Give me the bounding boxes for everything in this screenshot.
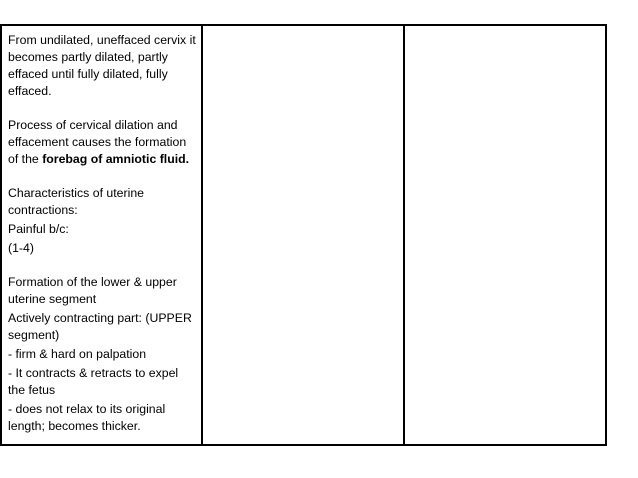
paragraph-firm-hard: - firm & hard on palpation [8,347,147,361]
paragraph-cervix-dilation: From undilated, uneffaced cervix it becomes partly dilated, partly effaced until fully dilated, fully effaced. [8,33,196,98]
paragraph-does-not-relax: - does not relax to its original length; becomes thicker. [8,402,166,433]
paragraph-forebag-formation [8,117,197,168]
forebag-text: Process of cervical dilation and effacement causes the formation of the [8,118,187,166]
paragraph-painful: Painful b/c: [8,222,69,236]
content-table [0,24,607,446]
paragraph-range: (1-4) [8,241,34,255]
paragraph-actively-contracting: Actively contracting part: (UPPER segment) [8,311,192,342]
table-cell-column-2 [203,26,405,444]
table-cell-column-3 [405,26,605,444]
paragraph-contraction-characteristics: Characteristics of uterine contractions: [8,186,145,217]
paragraph-contracts-retracts: - It contracts & retracts to expel the fetus [8,366,179,397]
paragraph-uterine-segment: Formation of the lower & upper uterine segment [8,275,177,306]
forebag-bold-text: forebag of amniotic fluid. [42,152,190,166]
table-cell-column-1 [2,26,203,444]
